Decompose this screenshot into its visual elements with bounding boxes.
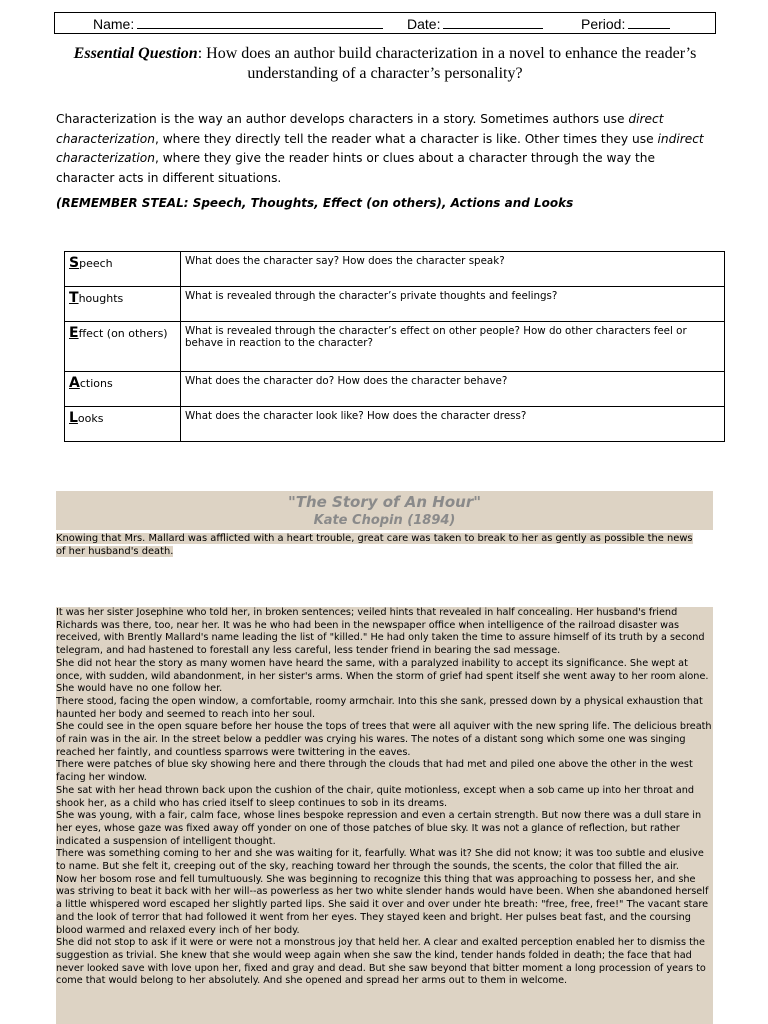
story-paragraph: It was her sister Josephine who told her, in broken sentences; veiled hints that revealed in half concealing. Her husband's friend Richards was there, too, near her. It was he who had been in the newspaper office when intelligence of the railroad disaster was received, with Brently Mallard's name leading the list of "killed." He had only taken the time to assure himself of its truth by a second telegram, and had hastened to forestall any less careful, less tender friend in bearing the sad message. [56,607,705,657]
steal-question: What does the character look like? How does the character dress? [181,407,725,442]
steal-key [65,407,181,442]
characterization-intro [56,110,716,188]
date-blank-line[interactable] [443,16,543,29]
steal-letter: L [69,410,78,426]
steal-table [64,251,725,442]
steal-row-thoughts [65,287,725,322]
period-label: Period: [581,16,626,32]
steal-word: ffect (on others) [78,327,168,340]
story-paragraph: There were patches of blue sky showing here and there through the clouds that had met and piled one above the other in the west facing her window. [56,759,693,784]
story-title: "The Story of An Hour" [287,493,482,511]
story-paragraph: She did not stop to ask if it were or were not a monstrous joy that held her. A clear and exalted perception enabled her to dismiss the suggestion as trivial. She knew that she would weep again when she saw the kind, tender hands folded in death; the face that had never looked save with love upon her, fixed and gray and dead. But she saw beyond that bitter moment a long procession of years to come that would belong to her absolutely. And she opened and spread her arms out to them in welcome. [56,937,706,987]
steal-row-actions [65,372,725,407]
steal-word: ctions [79,377,113,390]
intro-text-2: , where they directly tell the reader what a character is like. Other times they use [154,131,658,146]
date-label: Date: [407,16,441,32]
steal-key [65,372,181,407]
steal-word: peech [79,257,113,270]
period-blank-line[interactable] [628,16,670,29]
steal-letter: T [69,290,79,306]
steal-row-effect [65,322,725,372]
remember-steal-note: (REMEMBER STEAL: Speech, Thoughts, Effect (on others), Actions and Looks [56,196,574,210]
name-blank-line[interactable] [137,16,383,29]
story-paragraph: There stood, facing the open window, a comfortable, roomy armchair. Into this she sank, pressed down by a physical exhaustion that haunted her body and seemed to reach into her soul. [56,695,703,720]
story-author: Kate Chopin (1894) [313,513,456,528]
story-opening-text: Knowing that Mrs. Mallard was afflicted with a heart trouble, great care was taken to break to her as gently as possible the news of her husband's death. [56,533,693,557]
steal-question: What does the character do? How does the character behave? [181,372,725,407]
steal-question: What is revealed through the character’s private thoughts and feelings? [181,287,725,322]
steal-key [65,252,181,287]
steal-row-speech [65,252,725,287]
direct-characterization-term: direct characterization [56,112,664,146]
student-info-header [54,12,716,34]
period-field[interactable] [581,16,670,32]
story-paragraph: She sat with her head thrown back upon the cushion of the chair, quite motionless, except when a sob came up into her throat and shook her, as a child who has cried itself to sleep continues to sob in its dreams. [56,784,695,809]
name-field[interactable] [93,16,383,32]
indirect-characterization-term: indirect characterization [56,131,704,165]
name-label: Name: [93,16,135,32]
intro-text-1: Characterization is the way an author develops characters in a story. Sometimes authors use [56,112,629,126]
essential-question-text: : How does an author build characterization in a novel to enhance the reader’s understanding of a character’s personality? [197,45,697,82]
intro-text-3: , where they give the reader hints or clues about a character through the way the character acts in different situations. [56,151,656,185]
steal-key [65,287,181,322]
date-field[interactable] [407,16,543,32]
story-paragraph: There was something coming to her and she was waiting for it, fearfully. What was it? She did not know; it was too subtle and elusive to name. But she felt it, creeping out of the sky, reaching toward her through the sounds, the scents, the color that filled the air. [56,848,704,873]
story-paragraph: She could see in the open square before her house the tops of trees that were all aquiver with the new spring life. The delicious breath of rain was in the air. In the street below a peddler was crying his wares. The notes of a distant song which some one was singing reached her faintly, and countless sparrows were twittering in the eaves. [56,721,712,758]
steal-word: houghts [78,292,124,305]
story-paragraph: She did not hear the story as many women have heard the same, with a paralyzed inability to accept its significance. She wept at once, with sudden, wild abandonment, in her sister's arms. When the storm of grief had spent itself she went away to her room alone. She would have no one follow her. [56,657,709,695]
story-heading [56,491,713,530]
essential-question-label: Essential Question [73,45,198,62]
steal-letter: E [69,325,79,341]
story-paragraph: Now her bosom rose and fell tumultuously. She was beginning to recognize this thing that was approaching to possess her, and she was striving to beat it back with her will--as powerless as her two white slender hands would have been. When she abandoned herself a little whispered word escaped her slightly parted lips. She said it over and over under hte breath: "free, free, free!" The vacant stare and the look of terror that had followed it went from her eyes. They stayed keen and bright. Her pulses beat fast, and the coursing blood warmed and relaxed every inch of her body. [56,873,709,936]
steal-word: ooks [77,412,104,425]
steal-question: What is revealed through the character’s effect on other people? How do other characters feel or behave in reaction to the character? [181,322,725,372]
story-body [56,607,713,1024]
steal-question: What does the character say? How does the character speak? [181,252,725,287]
steal-row-looks [65,407,725,442]
essential-question [40,44,730,84]
steal-key [65,322,181,372]
story-opening-paragraph [56,532,696,558]
steal-letter: A [69,375,80,391]
story-paragraph: She was young, with a fair, calm face, whose lines bespoke repression and even a certain strength. But now there was a dull stare in her eyes, whose gaze was fixed away off yonder on one of those patches of blue sky. It was not a glance of reflection, but rather indicated a suspension of intelligent thought. [56,810,702,847]
steal-letter: S [69,255,80,271]
